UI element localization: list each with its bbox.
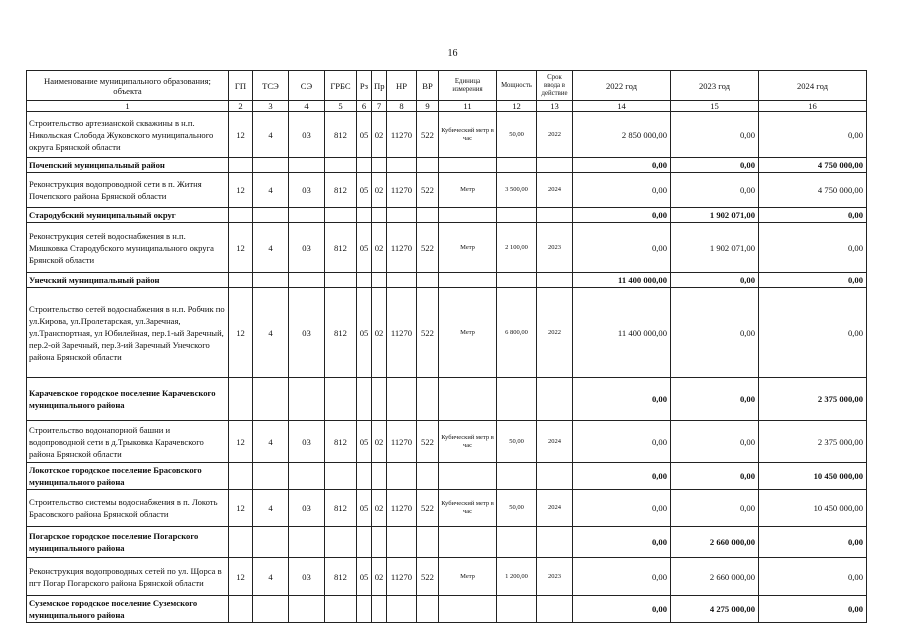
group-row [27,596,867,623]
cell-capacity [497,158,537,173]
cell-nr [387,596,417,623]
cell-nr [387,273,417,288]
cell-gp: 12 [229,288,253,378]
cell-y2024: 0,00 [759,223,867,273]
cell-pr: 02 [372,558,387,596]
cell-y2024: 0,00 [759,208,867,223]
cell-grbs: 812 [325,490,357,527]
cell-rz: 05 [357,223,372,273]
cell-deadline: 2022 [537,112,573,158]
cell-rz [357,527,372,558]
cell-nr [387,158,417,173]
cell-unit: Кубический метр в час [439,421,497,463]
cell-vr [417,527,439,558]
cell-vr: 522 [417,421,439,463]
cell-rz [357,273,372,288]
cell-tse: 4 [253,490,289,527]
object-name: Реконструкция сетей водоснабжения в н.п. Мишковка Стародубского муниципального округа Брянской области [27,223,229,273]
object-name: Строительство артезианской скважины в н.п. Никольская Слобода Жуковского муниципального округа Брянской области [27,112,229,158]
cell-gp [229,273,253,288]
cell-nr: 11270 [387,173,417,208]
header-2024: 2024 год [759,71,867,101]
cell-se [289,596,325,623]
cell-y2023: 0,00 [671,490,759,527]
cell-pr [372,208,387,223]
cell-capacity [497,596,537,623]
cell-unit: Кубический метр в час [439,112,497,158]
cell-rz [357,463,372,490]
column-number: 15 [671,101,759,112]
cell-deadline [537,158,573,173]
header-capacity: Мощность [497,71,537,101]
cell-rz [357,378,372,421]
cell-unit [439,527,497,558]
cell-pr: 02 [372,112,387,158]
cell-gp: 12 [229,223,253,273]
cell-capacity: 50,00 [497,421,537,463]
cell-nr: 11270 [387,112,417,158]
cell-pr [372,158,387,173]
page-number: 16 [447,48,458,59]
cell-y2022: 0,00 [573,596,671,623]
cell-tse [253,596,289,623]
table-row [27,173,867,208]
header-rz: Рз [357,71,372,101]
cell-nr [387,463,417,490]
cell-rz [357,158,372,173]
group-row [27,463,867,490]
cell-deadline: 2023 [537,223,573,273]
cell-pr: 02 [372,490,387,527]
cell-nr [387,208,417,223]
cell-se [289,273,325,288]
cell-gp: 12 [229,558,253,596]
cell-grbs [325,596,357,623]
cell-grbs [325,378,357,421]
group-row [27,208,867,223]
cell-tse [253,378,289,421]
cell-se: 03 [289,223,325,273]
table-row [27,421,867,463]
group-row [27,378,867,421]
cell-unit [439,463,497,490]
column-number: 13 [537,101,573,112]
cell-se [289,527,325,558]
cell-unit: Метр [439,288,497,378]
cell-capacity: 50,00 [497,490,537,527]
cell-vr [417,273,439,288]
header-se: СЭ [289,71,325,101]
cell-capacity: 1 200,00 [497,558,537,596]
cell-se: 03 [289,288,325,378]
cell-y2023: 0,00 [671,378,759,421]
cell-gp: 12 [229,112,253,158]
cell-unit [439,158,497,173]
cell-deadline [537,273,573,288]
header-pr: Пр [372,71,387,101]
cell-pr [372,527,387,558]
cell-y2022: 0,00 [573,463,671,490]
group-name: Карачевское городское поселение Карачевского муниципального района [27,378,229,421]
cell-y2022: 11 400 000,00 [573,273,671,288]
cell-vr [417,158,439,173]
column-number: 8 [387,101,417,112]
cell-vr: 522 [417,112,439,158]
cell-y2022: 2 850 000,00 [573,112,671,158]
cell-rz: 05 [357,288,372,378]
cell-se: 03 [289,558,325,596]
header-name: Наименование муниципального образования; объекта [27,71,229,101]
cell-unit: Метр [439,223,497,273]
group-name: Стародубский муниципальный округ [27,208,229,223]
cell-y2023: 1 902 071,00 [671,223,759,273]
cell-y2023: 4 275 000,00 [671,596,759,623]
cell-rz: 05 [357,558,372,596]
cell-gp: 12 [229,490,253,527]
cell-tse [253,273,289,288]
column-number: 9 [417,101,439,112]
cell-y2024: 0,00 [759,596,867,623]
group-row [27,158,867,173]
cell-gp: 12 [229,173,253,208]
cell-grbs: 812 [325,223,357,273]
cell-vr: 522 [417,288,439,378]
column-number: 1 [27,101,229,112]
cell-y2024: 0,00 [759,273,867,288]
table-row [27,490,867,527]
cell-tse: 4 [253,173,289,208]
cell-deadline [537,378,573,421]
cell-y2024: 0,00 [759,558,867,596]
header-grbs: ГРБС [325,71,357,101]
cell-deadline: 2024 [537,421,573,463]
group-name: Погарское городское поселение Погарского муниципального района [27,527,229,558]
column-number: 5 [325,101,357,112]
cell-rz: 05 [357,112,372,158]
cell-capacity: 50,00 [497,112,537,158]
header-tse: ТСЭ [253,71,289,101]
header-deadline: Срок ввода в действие [537,71,573,101]
header-2022: 2022 год [573,71,671,101]
cell-se: 03 [289,421,325,463]
cell-grbs [325,273,357,288]
cell-tse: 4 [253,421,289,463]
table-body [27,112,867,623]
cell-vr [417,208,439,223]
column-number: 3 [253,101,289,112]
cell-deadline: 2022 [537,288,573,378]
cell-nr: 11270 [387,490,417,527]
cell-y2024: 10 450 000,00 [759,463,867,490]
cell-y2023: 0,00 [671,421,759,463]
cell-gp [229,378,253,421]
cell-y2024: 2 375 000,00 [759,378,867,421]
column-number: 12 [497,101,537,112]
cell-vr: 522 [417,558,439,596]
cell-unit [439,596,497,623]
cell-y2024: 4 750 000,00 [759,158,867,173]
object-name: Реконструкция водопроводных сетей по ул. Щорса в пгт Погар Погарского района Брянской области [27,558,229,596]
cell-unit: Метр [439,173,497,208]
cell-se: 03 [289,490,325,527]
object-name: Реконструкция водопроводной сети в п. Житня Почепского района Брянской области [27,173,229,208]
cell-capacity: 3 500,00 [497,173,537,208]
cell-y2024: 4 750 000,00 [759,173,867,208]
cell-tse: 4 [253,223,289,273]
cell-capacity [497,527,537,558]
group-name: Почепский муниципальный район [27,158,229,173]
column-number: 11 [439,101,497,112]
cell-rz: 05 [357,490,372,527]
column-number: 16 [759,101,867,112]
header-unit: Единица измерения [439,71,497,101]
cell-rz [357,208,372,223]
cell-se [289,463,325,490]
cell-unit [439,273,497,288]
cell-pr: 02 [372,288,387,378]
column-number-row [27,101,867,112]
cell-y2023: 2 660 000,00 [671,558,759,596]
cell-grbs: 812 [325,173,357,208]
cell-vr [417,463,439,490]
cell-tse [253,158,289,173]
cell-grbs [325,208,357,223]
cell-y2022: 0,00 [573,558,671,596]
cell-pr [372,596,387,623]
cell-se [289,158,325,173]
cell-pr [372,273,387,288]
table-row [27,558,867,596]
group-row [27,273,867,288]
cell-rz: 05 [357,173,372,208]
header-nr: НР [387,71,417,101]
cell-nr: 11270 [387,558,417,596]
object-name: Строительство водонапорной башни и водопроводной сети в д.Трыковка Карачевского района Брянской области [27,421,229,463]
cell-rz: 05 [357,421,372,463]
cell-deadline [537,208,573,223]
group-name: Унечский муниципальный район [27,273,229,288]
cell-y2022: 11 400 000,00 [573,288,671,378]
cell-deadline [537,527,573,558]
cell-vr: 522 [417,173,439,208]
cell-capacity [497,208,537,223]
table-row [27,112,867,158]
cell-grbs: 812 [325,558,357,596]
cell-y2024: 2 375 000,00 [759,421,867,463]
cell-capacity: 2 100,00 [497,223,537,273]
cell-rz [357,596,372,623]
header-vr: ВР [417,71,439,101]
cell-deadline: 2024 [537,173,573,208]
cell-grbs: 812 [325,288,357,378]
cell-gp [229,527,253,558]
table-row [27,288,867,378]
cell-y2022: 0,00 [573,527,671,558]
cell-y2022: 0,00 [573,208,671,223]
cell-capacity [497,378,537,421]
cell-pr: 02 [372,223,387,273]
cell-grbs: 812 [325,112,357,158]
cell-capacity: 6 800,00 [497,288,537,378]
object-name: Строительство системы водоснабжения в п. Локоть Брасовского района Брянской области [27,490,229,527]
header-gp: ГП [229,71,253,101]
cell-y2022: 0,00 [573,223,671,273]
cell-y2024: 0,00 [759,288,867,378]
cell-pr: 02 [372,173,387,208]
cell-y2022: 0,00 [573,490,671,527]
table-row [27,223,867,273]
cell-grbs: 812 [325,421,357,463]
cell-gp [229,463,253,490]
header-row [27,71,867,101]
cell-se: 03 [289,173,325,208]
cell-y2023: 0,00 [671,463,759,490]
cell-nr: 11270 [387,421,417,463]
cell-unit: Кубический метр в час [439,490,497,527]
cell-pr: 02 [372,421,387,463]
column-number: 7 [372,101,387,112]
cell-unit: Метр [439,558,497,596]
cell-y2022: 0,00 [573,173,671,208]
column-number: 4 [289,101,325,112]
header-2023: 2023 год [671,71,759,101]
cell-capacity [497,463,537,490]
cell-deadline [537,596,573,623]
budget-table [26,70,867,623]
cell-vr [417,596,439,623]
cell-vr: 522 [417,223,439,273]
cell-gp [229,596,253,623]
cell-y2023: 0,00 [671,158,759,173]
cell-deadline [537,463,573,490]
cell-gp [229,158,253,173]
cell-y2023: 0,00 [671,273,759,288]
cell-y2022: 0,00 [573,421,671,463]
cell-y2023: 2 660 000,00 [671,527,759,558]
cell-y2024: 0,00 [759,112,867,158]
cell-pr [372,463,387,490]
column-number: 6 [357,101,372,112]
column-number: 14 [573,101,671,112]
group-row [27,527,867,558]
cell-y2022: 0,00 [573,378,671,421]
cell-grbs [325,527,357,558]
cell-tse [253,208,289,223]
cell-tse: 4 [253,288,289,378]
cell-nr [387,527,417,558]
cell-y2022: 0,00 [573,158,671,173]
column-number: 2 [229,101,253,112]
cell-tse: 4 [253,558,289,596]
cell-y2023: 0,00 [671,112,759,158]
cell-unit [439,208,497,223]
cell-tse [253,527,289,558]
cell-pr [372,378,387,421]
cell-y2023: 0,00 [671,173,759,208]
cell-vr: 522 [417,490,439,527]
cell-unit [439,378,497,421]
cell-capacity [497,273,537,288]
cell-grbs [325,463,357,490]
object-name: Строительство сетей водоснабжения в н.п. Робчик по ул.Кирова, ул.Пролетарская, ул.Заречная, ул.Транспортная, ул Юбилейная, пер.1-ый Заречный, пер.2-ой Заречный, пер.3-ий Заречный Унечского района Брянской области [27,288,229,378]
cell-nr [387,378,417,421]
cell-se [289,378,325,421]
cell-deadline: 2024 [537,490,573,527]
cell-gp [229,208,253,223]
cell-tse [253,463,289,490]
cell-y2024: 0,00 [759,527,867,558]
cell-nr: 11270 [387,288,417,378]
group-name: Суземское городское поселение Суземского муниципального района [27,596,229,623]
cell-y2024: 10 450 000,00 [759,490,867,527]
cell-y2023: 0,00 [671,288,759,378]
cell-se: 03 [289,112,325,158]
cell-deadline: 2023 [537,558,573,596]
cell-nr: 11270 [387,223,417,273]
cell-vr [417,378,439,421]
cell-grbs [325,158,357,173]
cell-tse: 4 [253,112,289,158]
group-name: Локотское городское поселение Брасовского муниципального района [27,463,229,490]
cell-se [289,208,325,223]
cell-gp: 12 [229,421,253,463]
cell-y2023: 1 902 071,00 [671,208,759,223]
